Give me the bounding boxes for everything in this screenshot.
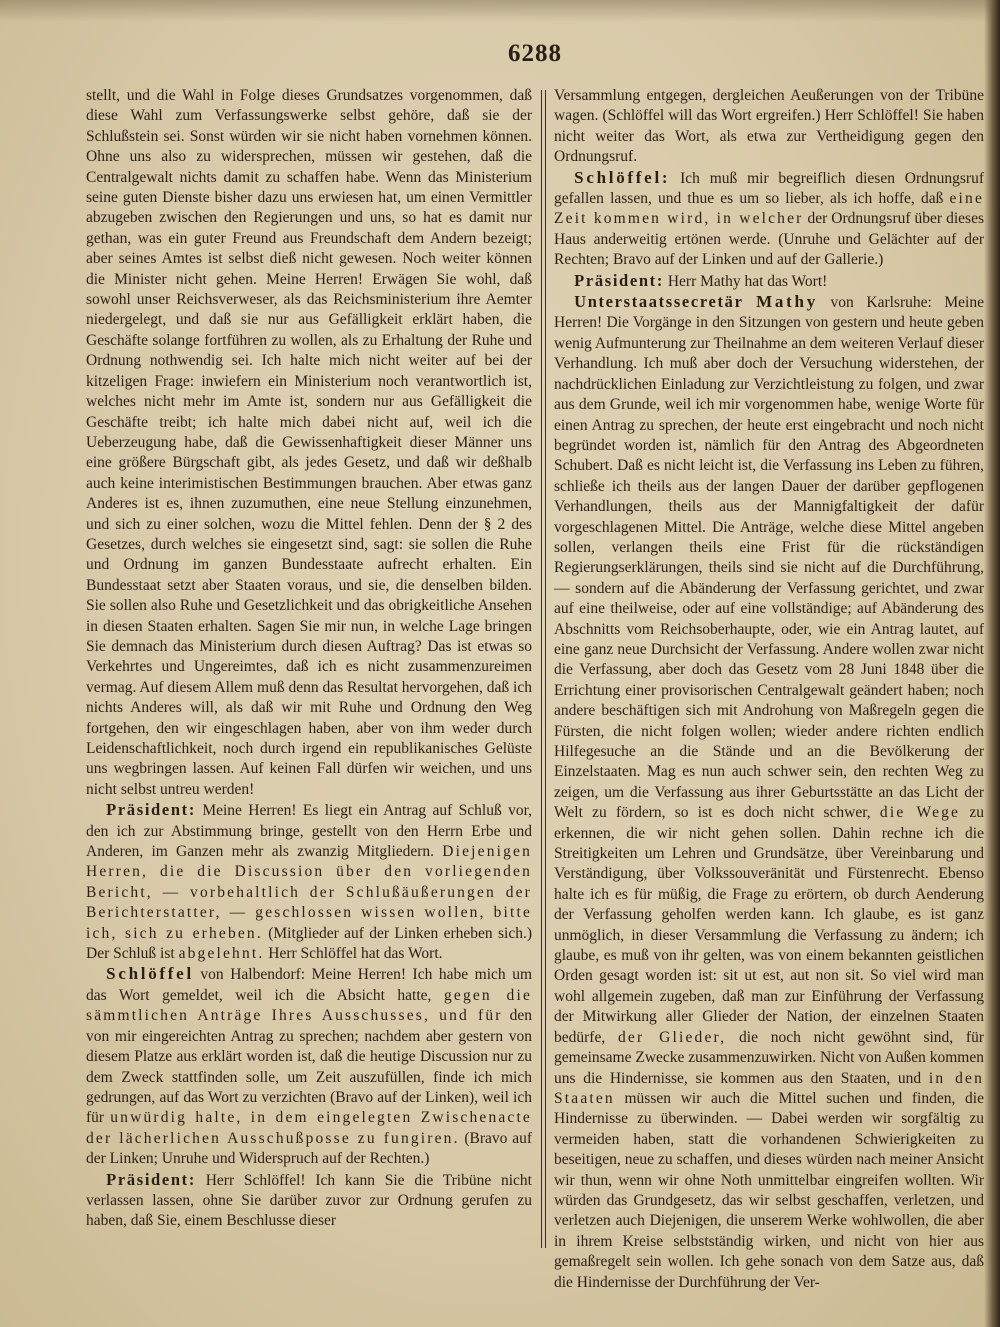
paragraph-schloeffel-speech (86, 964, 532, 1169)
paragraph-mathy-speech (554, 292, 984, 1293)
speech-text: Herr Schlöffel hat das Wort. (264, 945, 443, 963)
scan-top-shadow (0, 0, 1000, 22)
paragraph-president-order-call (86, 1170, 532, 1232)
right-column (554, 86, 984, 1293)
speaker-name: Präsident: (574, 270, 664, 290)
speaker-origin: von Karlsruhe: (817, 294, 932, 312)
speech-text-emphasis: gegen die sämmtlichen Anträge Ihres Ausschusses, und für (86, 986, 532, 1025)
column-divider (541, 90, 546, 1248)
speech-text: Herr Mathy hat das Wort! (663, 272, 828, 290)
speech-text-emphasis: abgelehnt. (178, 945, 265, 963)
speaker-title: Unterstaatssecretär (574, 292, 744, 312)
speaker-name: Präsident: (106, 800, 196, 820)
speech-text-emphasis: der Glieder, (617, 1028, 727, 1046)
speech-text: den von mir eingereichten Antrag zu sprechen; nachdem aber gestern von diesem Platze aus erklärt worden ist, daß die heutige Discussion nur zu dem Zweck stattfinden solle, um Zeit auszufüllen, finde ich mich gedrungen, auf das Wort zu verzichten (Bravo auf der Linken), weil ich für (86, 1007, 532, 1127)
speech-text: Herr Schlöffel! Ich kann Sie die Tribüne nicht verlassen lassen, ohne Sie darüber zuvor zur Ordnung gerufen zu haben, daß Sie, einem Beschlusse dieser (86, 1171, 532, 1230)
speech-text-emphasis: Diejenigen Herren, die die Discussion über den vorliegenden Bericht, — vorbehaltlich der Schlußäußerungen der Berichterstatter, — geschlossen wissen wollen, bitte ich, sich zu erheben. (86, 843, 532, 942)
speech-text-emphasis: unwürdig halte, in dem eingelegten Zwischenacte der lächerlichen Ausschußposse zu fungiren. (86, 1109, 532, 1147)
speech-text: (Bravo auf der Linken; Unruhe und Widerspruch auf der Rechten.) (86, 1129, 532, 1168)
speaker-name: Präsident: (106, 1169, 196, 1189)
speaker-name: Schlöffel (106, 964, 194, 984)
speech-text: Meine Herren! Ich habe mich um das Wort gemeldet, weil ich die Absicht hatte, (86, 966, 533, 1004)
paragraph-president-gives-floor (554, 271, 984, 292)
paragraph-president-closure-motion (86, 800, 532, 964)
speech-text: Meine Herren! Es liegt ein Antrag auf Schluß vor, den ich zur Abstimmung bringe, gestellt von den Herrn Erbe und Anderen, im Ganzen mehr als zwanzig Mitgliedern. (86, 802, 532, 861)
speech-text-emphasis: eine Zeit kommen wird, in welcher (554, 190, 984, 228)
scan-right-edge (984, 0, 1000, 1327)
speaker-origin: von Halbendorf: (193, 966, 306, 984)
paragraph-continuation: Versammlung entgegen, dergleichen Aeußerungen von der Tribüne wagen. (Schlöffel will das Wort ergreifen.) Herr Schlöffel! Sie haben nicht weiter das Wort, als etwa zur Vertheidigung gegen den Ordnungsruf. (554, 87, 984, 166)
speech-text: (Mitglieder auf der Linken erheben sich.) Der Schluß ist (86, 924, 532, 963)
speaker-name: Mathy (756, 292, 818, 312)
paragraph-schloeffel-reply (554, 168, 984, 271)
speech-text: die noch nicht gewöhnt sind, für gemeinsame Zwecke zusammenzuwirken. Nicht von Außen kommen uns die Hindernisse, sie kommen aus den Staaten, und (554, 1028, 984, 1087)
speech-text-emphasis: die Wege (879, 804, 961, 822)
speech-text: Meine Herren! Die Vorgänge in den Sitzungen von gestern und heute geben wenig Aufmunterung zur Theilnahme an dem weiteren Verlauf dieser Verhandlung. Ich muß aber doch der Versuchung widerstehen, der nachdrücklichen Einladung zur Verzichtleistung zu folgen, und zwar aus dem Grunde, weil ich mir vorgenommen habe, wenige Worte für einen Antrag zu sprechen, der heute erst eingebracht und noch nicht begründet worden ist, nämlich für den Antrag des Abgeordneten Schubert. Daß es nicht leicht ist, die Verfassung ins Leben zu führen, schließe ich theils aus der langen Dauer der darüber gepflogenen Verhandlungen, theils aus der Mannigfaltigkeit der dafür vorgeschlagenen Mittel. Die Anträge, welche diese Mittel angeben sollen, verlangen theils eine Frist für die rückständigen Regierungserklärungen, theils sind sie nicht auf die Durchführung, — sondern auf die Abänderung der Verfassung gerichtet, und zwar auf eine theilweise, oder auf eine vollständige; auf Abänderung des Abschnitts vom Reichsoberhaupte, oder, wie ein Antrag lautet, auf eine ganz neue Durchsicht der Verfassung. Andere wollen zwar nicht die Verfassung, aber doch das Gesetz vom 28 Juni 1848 über die Errichtung einer provisorischen Centralgewalt geändert haben; noch andere beschäftigen sich mit Androhung von Maßregeln gegen die Fürsten, die nicht folgen wollen; wieder andere richten endlich Hilfegesuche an die Stände und an die Bevölkerung der Einzelstaaten. Mag es nun auch schwer sein, den rechten Weg zu zeigen, um die Verfassung aus ihrer Geburtsstätte an das Licht der Welt zu fördern, so ist es doch nicht schwer, (554, 294, 984, 822)
speech-text: müssen wir auch die Mittel suchen und finden, die Hindernisse zu überwinden. — Dabei werden wir sorgfältig zu vermeiden haben, statt die vorhandenen Schwierigkeiten zu beseitigen, neue zu schaffen, und dieses würden nach meiner Ansicht wir thun, wenn wir ohne Noth unmittelbar eingreifen wollten. Wir würden das Grundgesetz, das wir selbst geschaffen, verletzen, und verletzen auch Diejenigen, die unserem Werke wohlwollen, die aber in ihrem Kreise selbstständig wirken, und nicht von hier aus gemaßregelt sein wollen. Ich gehe sonach von dem Satze aus, daß die Hindernisse der Durchführung der Ver- (554, 1089, 984, 1291)
speech-text: zu erkennen, die wir nicht gehen sollen. Dahin rechne ich die Streitigkeiten um Lehren und Grundsätze, über Vereinbarung und Verständigung, über Volkssouveränität und Fürstenrecht. Ebenso halte ich es für müßig, die Frage zu erörtern, ob durch Aenderung der Verfassung geholfen werden kann. Ich glaube, es ist ganz unmöglich, in dieser Versammlung die Verfassung zu ändern; ich glaube, es muß von ihr gelten, was von einem bekannten geistlichen Orden gesagt worden ist: sit ut est, aut non sit. So viel wird man wohl allgemein zugeben, daß man zur Einführung der Verfassung der Mitwirkung aller Glieder der Nation, der einzelnen Staaten bedürfe, (554, 804, 984, 1046)
paragraph-continuation: stellt, und die Wahl in Folge dieses Grundsatzes vorgenommen, daß diese Wahl zum Verfassungswerke selbst gehöre, daß sie der Schlußstein sei. Sonst würden wir sie nicht haben vornehmen können. Ohne uns also zu widersprechen, müssen wir gestehen, daß die Centralgewalt nichts damit zu schaffen habe. Wenn das Ministerium seine guten Dienste bisher dazu uns erwiesen hat, um einen Vermittler abzugeben zwischen den Regierungen und uns, so hat es damit nur gethan, was ein guter Freund aus Freundschaft dem Andern bezeigt; aber seines Amtes ist selbst dieß nicht gewesen. Noch weiter können die Minister nicht gehen. Meine Herren! Erwägen Sie wohl, daß sowohl unser Reichsverweser, als das Reichsministerium ihre Aemter niedergelegt, und daß sie nur aus Gefälligkeit erklärt haben, die Geschäfte solange fortführen zu wollen, als zu Erhaltung der Ruhe und Ordnung nothwendig sei. Ich halte mich nicht weiter auf bei der kitzeligen Frage: inwiefern ein Ministerium noch verantwortlich ist, welches nicht mehr im Amte ist, sondern nur aus Gefälligkeit die Geschäfte treibt; ich halte mich dabei nicht auf, weil ich die Ueberzeugung habe, daß die Gewissenhaftigkeit dieser Männer uns eine größere Bürgschaft gibt, als jedes Gesetz, und daß wir deßhalb auch keine interimistischen Bestimmungen brauchen. Aber etwas ganz Anderes ist es, ihnen zuzumuthen, eine neue Stellung einzunehmen, und sich zu einer solchen, wozu die Mittel fehlen. Denn der § 2 des Gesetzes, durch welches sie eingesetzt sind, sagt: sie sollen die Ruhe und Ordnung im ganzen Bundesstaate aufrecht erhalten. Ein Bundesstaat setzt aber Staaten voraus, und sie, die denselben bilden. Sie sollen also Ruhe und Gesetzlichkeit und das obrigkeitliche Ansehen in diesen Staaten erhalten. Sagen Sie mir nun, in welche Lage bringen Sie demnach das Ministerium durch diesen Auftrag? Das ist etwas so Verkehrtes und Ungereimtes, daß ich es nicht zusammenzureimen vermag. Auf diesem Allem muß denn das Resultat hervorgehen, daß ich nichts Anderes will, als daß wir mit Ruhe und Ordnung den Weg fortgehen, den wir eingeschlagen haben, aber von ihm weder durch Leidenschaftlichkeit, noch durch irgend ein republikanisches Gelüste uns wegbringen lassen. Auf keinen Fall dürfen wir weichen, und uns nicht selbst untreu werden! (86, 87, 532, 798)
speech-text: Ich muß mir begreiflich diesen Ordnungsruf gefallen lassen, und thue es um so lieber, als ich hoffe, daß (554, 169, 984, 208)
speaker-name: Schlöffel: (574, 167, 671, 187)
speech-text-emphasis: in den Staaten (554, 1069, 984, 1107)
left-column (86, 86, 532, 1232)
speech-text: der Ordnungsruf über dieses Haus anderweitig ertönen werde. (Unruhe und Gelächter auf der Rechten; Bravo auf der Linken und auf der Gallerie.) (554, 210, 984, 269)
page-number: 6288 (508, 40, 562, 67)
